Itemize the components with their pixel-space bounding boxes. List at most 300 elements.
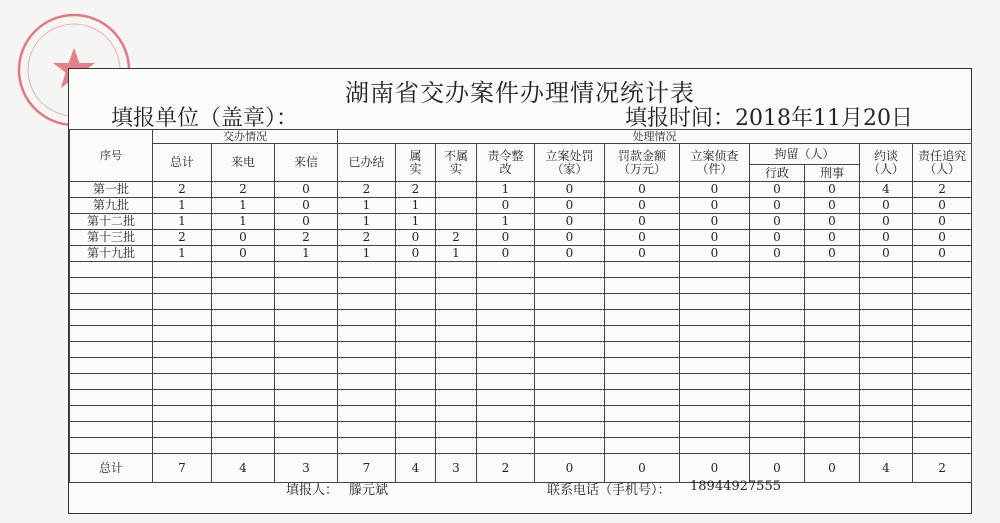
value-cell bbox=[913, 438, 972, 454]
value-cell bbox=[153, 326, 212, 342]
value-cell bbox=[913, 390, 972, 406]
header-calls: 来电 bbox=[212, 144, 275, 182]
totals-cell: 2 bbox=[913, 454, 972, 483]
batch-cell: 第一批 bbox=[70, 182, 153, 198]
value-cell bbox=[680, 278, 750, 294]
header-penalty: 立案处罚 （家） bbox=[535, 144, 605, 182]
value-cell bbox=[275, 342, 338, 358]
totals-cell: 0 bbox=[535, 454, 605, 483]
value-cell bbox=[436, 262, 477, 278]
value-cell bbox=[396, 310, 436, 326]
table-row bbox=[70, 326, 972, 342]
value-cell bbox=[275, 310, 338, 326]
value-cell: 0 bbox=[275, 182, 338, 198]
value-cell: 1 bbox=[153, 198, 212, 214]
value-cell bbox=[535, 326, 605, 342]
value-cell bbox=[477, 262, 535, 278]
value-cell bbox=[680, 294, 750, 310]
value-cell bbox=[396, 342, 436, 358]
value-cell bbox=[436, 278, 477, 294]
value-cell bbox=[605, 390, 680, 406]
value-cell: 1 bbox=[396, 198, 436, 214]
header-assigned-group: 交办情况 bbox=[153, 130, 338, 144]
value-cell bbox=[396, 326, 436, 342]
value-cell bbox=[805, 422, 860, 438]
header-untrue: 不属 实 bbox=[436, 144, 477, 182]
value-cell bbox=[153, 438, 212, 454]
value-cell: 2 bbox=[396, 182, 436, 198]
totals-cell: 4 bbox=[396, 454, 436, 483]
value-cell bbox=[913, 342, 972, 358]
value-cell: 2 bbox=[338, 230, 396, 246]
value-cell: 1 bbox=[396, 214, 436, 230]
value-cell bbox=[913, 374, 972, 390]
value-cell: 2 bbox=[275, 230, 338, 246]
value-cell bbox=[436, 406, 477, 422]
value-cell: 0 bbox=[805, 182, 860, 198]
value-cell: 0 bbox=[805, 230, 860, 246]
value-cell bbox=[750, 374, 805, 390]
table-row bbox=[70, 342, 972, 358]
value-cell bbox=[477, 422, 535, 438]
value-cell bbox=[436, 422, 477, 438]
value-cell bbox=[535, 278, 605, 294]
totals-cell: 0 bbox=[605, 454, 680, 483]
value-cell bbox=[338, 262, 396, 278]
value-cell: 0 bbox=[275, 214, 338, 230]
value-cell: 1 bbox=[477, 182, 535, 198]
value-cell bbox=[605, 406, 680, 422]
value-cell: 0 bbox=[275, 198, 338, 214]
totals-cell: 3 bbox=[275, 454, 338, 483]
reporting-date-label: 填报时间：2018年11月20日 bbox=[625, 106, 913, 131]
totals-cell: 3 bbox=[436, 454, 477, 483]
value-cell bbox=[605, 326, 680, 342]
value-cell: 1 bbox=[338, 214, 396, 230]
value-cell bbox=[212, 262, 275, 278]
value-cell bbox=[805, 262, 860, 278]
value-cell bbox=[396, 374, 436, 390]
value-cell bbox=[535, 406, 605, 422]
value-cell bbox=[680, 390, 750, 406]
value-cell bbox=[750, 422, 805, 438]
value-cell bbox=[477, 358, 535, 374]
value-cell bbox=[680, 342, 750, 358]
table-row bbox=[70, 294, 972, 310]
value-cell bbox=[212, 374, 275, 390]
table-row bbox=[70, 310, 972, 326]
value-cell bbox=[535, 422, 605, 438]
value-cell bbox=[535, 294, 605, 310]
value-cell bbox=[913, 406, 972, 422]
value-cell bbox=[535, 358, 605, 374]
value-cell bbox=[805, 310, 860, 326]
value-cell bbox=[477, 374, 535, 390]
value-cell: 0 bbox=[605, 246, 680, 262]
value-cell bbox=[436, 198, 477, 214]
value-cell: 1 bbox=[153, 214, 212, 230]
value-cell bbox=[275, 278, 338, 294]
value-cell bbox=[680, 422, 750, 438]
header-detain: 拘留（人） bbox=[750, 144, 860, 165]
value-cell bbox=[750, 278, 805, 294]
value-cell: 1 bbox=[338, 246, 396, 262]
value-cell bbox=[860, 326, 913, 342]
value-cell: 0 bbox=[605, 214, 680, 230]
value-cell bbox=[535, 438, 605, 454]
batch-cell: 第九批 bbox=[70, 198, 153, 214]
batch-cell bbox=[70, 438, 153, 454]
value-cell bbox=[805, 358, 860, 374]
value-cell bbox=[396, 262, 436, 278]
value-cell: 0 bbox=[860, 198, 913, 214]
totals-cell: 7 bbox=[153, 454, 212, 483]
value-cell: 0 bbox=[535, 182, 605, 198]
value-cell: 0 bbox=[680, 230, 750, 246]
header-closed: 已办结 bbox=[338, 144, 396, 182]
value-cell bbox=[913, 326, 972, 342]
value-cell bbox=[212, 278, 275, 294]
batch-cell bbox=[70, 294, 153, 310]
value-cell bbox=[153, 374, 212, 390]
value-cell bbox=[338, 310, 396, 326]
value-cell: 1 bbox=[212, 214, 275, 230]
value-cell bbox=[212, 422, 275, 438]
value-cell bbox=[860, 294, 913, 310]
value-cell bbox=[212, 326, 275, 342]
batch-cell bbox=[70, 422, 153, 438]
table-row bbox=[70, 278, 972, 294]
value-cell bbox=[338, 294, 396, 310]
value-cell bbox=[680, 374, 750, 390]
value-cell: 0 bbox=[535, 246, 605, 262]
value-cell bbox=[805, 406, 860, 422]
value-cell bbox=[860, 374, 913, 390]
value-cell bbox=[605, 358, 680, 374]
value-cell bbox=[396, 294, 436, 310]
batch-cell bbox=[70, 262, 153, 278]
value-cell bbox=[436, 294, 477, 310]
value-cell bbox=[275, 262, 338, 278]
statistics-table bbox=[69, 129, 972, 483]
value-cell bbox=[396, 390, 436, 406]
value-cell bbox=[212, 406, 275, 422]
table-row bbox=[70, 422, 972, 438]
value-cell: 2 bbox=[153, 182, 212, 198]
value-cell bbox=[477, 278, 535, 294]
table-row bbox=[70, 198, 972, 214]
value-cell: 0 bbox=[750, 214, 805, 230]
value-cell: 0 bbox=[396, 246, 436, 262]
value-cell bbox=[860, 342, 913, 358]
value-cell bbox=[153, 278, 212, 294]
reporting-unit-label: 填报单位（盖章）： bbox=[111, 106, 299, 131]
value-cell bbox=[275, 406, 338, 422]
value-cell bbox=[605, 262, 680, 278]
value-cell: 1 bbox=[212, 198, 275, 214]
header-handled-group: 处理情况 bbox=[338, 130, 972, 144]
value-cell bbox=[153, 390, 212, 406]
value-cell bbox=[535, 342, 605, 358]
value-cell bbox=[153, 422, 212, 438]
value-cell: 0 bbox=[913, 246, 972, 262]
value-cell bbox=[535, 390, 605, 406]
value-cell: 0 bbox=[605, 198, 680, 214]
value-cell bbox=[860, 406, 913, 422]
header-fine: 罚款金额 （万元） bbox=[605, 144, 680, 182]
value-cell bbox=[913, 262, 972, 278]
value-cell bbox=[477, 294, 535, 310]
value-cell bbox=[535, 310, 605, 326]
value-cell bbox=[338, 326, 396, 342]
batch-cell bbox=[70, 310, 153, 326]
value-cell bbox=[275, 374, 338, 390]
value-cell bbox=[396, 406, 436, 422]
value-cell bbox=[477, 390, 535, 406]
value-cell bbox=[477, 310, 535, 326]
reporter-name: 滕元斌 bbox=[349, 483, 389, 498]
value-cell bbox=[750, 406, 805, 422]
batch-cell bbox=[70, 278, 153, 294]
value-cell: 1 bbox=[436, 246, 477, 262]
table-row bbox=[70, 406, 972, 422]
value-cell bbox=[338, 342, 396, 358]
batch-cell bbox=[70, 406, 153, 422]
table-row bbox=[70, 230, 972, 246]
value-cell bbox=[805, 390, 860, 406]
value-cell: 0 bbox=[860, 246, 913, 262]
value-cell bbox=[750, 326, 805, 342]
value-cell bbox=[338, 438, 396, 454]
value-cell bbox=[153, 342, 212, 358]
form-footer bbox=[69, 473, 971, 503]
totals-cell: 0 bbox=[680, 454, 750, 483]
header-total: 总计 bbox=[153, 144, 212, 182]
value-cell bbox=[805, 342, 860, 358]
value-cell bbox=[153, 294, 212, 310]
value-cell bbox=[338, 278, 396, 294]
value-cell bbox=[535, 262, 605, 278]
value-cell: 0 bbox=[913, 214, 972, 230]
value-cell bbox=[750, 358, 805, 374]
value-cell: 0 bbox=[212, 230, 275, 246]
value-cell: 0 bbox=[477, 230, 535, 246]
value-cell bbox=[913, 278, 972, 294]
header-true: 属 实 bbox=[396, 144, 436, 182]
value-cell bbox=[860, 358, 913, 374]
value-cell: 0 bbox=[805, 214, 860, 230]
value-cell bbox=[436, 438, 477, 454]
value-cell bbox=[860, 422, 913, 438]
value-cell: 0 bbox=[805, 246, 860, 262]
value-cell bbox=[153, 262, 212, 278]
header-letters: 来信 bbox=[275, 144, 338, 182]
contact-label: 联系电话（手机号）： bbox=[547, 483, 671, 498]
value-cell: 4 bbox=[860, 182, 913, 198]
table-row bbox=[70, 438, 972, 454]
value-cell bbox=[275, 294, 338, 310]
value-cell: 2 bbox=[153, 230, 212, 246]
value-cell: 2 bbox=[212, 182, 275, 198]
value-cell: 0 bbox=[477, 246, 535, 262]
value-cell: 0 bbox=[860, 214, 913, 230]
header-row-columns bbox=[70, 144, 972, 165]
totals-cell: 0 bbox=[750, 454, 805, 483]
value-cell bbox=[338, 374, 396, 390]
header-investigation: 立案侦查 （件） bbox=[680, 144, 750, 182]
value-cell bbox=[436, 214, 477, 230]
value-cell: 0 bbox=[680, 182, 750, 198]
value-cell bbox=[680, 326, 750, 342]
value-cell bbox=[396, 278, 436, 294]
value-cell bbox=[153, 310, 212, 326]
batch-cell bbox=[70, 374, 153, 390]
value-cell bbox=[605, 310, 680, 326]
value-cell bbox=[477, 326, 535, 342]
value-cell: 1 bbox=[338, 198, 396, 214]
value-cell: 1 bbox=[477, 214, 535, 230]
value-cell bbox=[605, 422, 680, 438]
value-cell bbox=[212, 342, 275, 358]
value-cell bbox=[338, 422, 396, 438]
value-cell bbox=[338, 406, 396, 422]
value-cell bbox=[338, 390, 396, 406]
value-cell: 0 bbox=[750, 198, 805, 214]
value-cell: 0 bbox=[805, 198, 860, 214]
value-cell bbox=[750, 310, 805, 326]
value-cell bbox=[805, 438, 860, 454]
value-cell bbox=[436, 390, 477, 406]
batch-cell: 第十二批 bbox=[70, 214, 153, 230]
totals-cell: 7 bbox=[338, 454, 396, 483]
header-accountability: 责任追究 （人） bbox=[913, 144, 972, 182]
value-cell bbox=[605, 278, 680, 294]
value-cell bbox=[605, 294, 680, 310]
value-cell bbox=[750, 438, 805, 454]
header-interview: 约谈 （人） bbox=[860, 144, 913, 182]
totals-cell: 0 bbox=[805, 454, 860, 483]
value-cell bbox=[436, 310, 477, 326]
value-cell: 0 bbox=[913, 230, 972, 246]
value-cell bbox=[750, 390, 805, 406]
value-cell bbox=[913, 310, 972, 326]
value-cell bbox=[396, 422, 436, 438]
table-row bbox=[70, 246, 972, 262]
value-cell bbox=[477, 406, 535, 422]
value-cell bbox=[436, 358, 477, 374]
value-cell bbox=[275, 358, 338, 374]
value-cell: 0 bbox=[535, 198, 605, 214]
value-cell: 0 bbox=[605, 230, 680, 246]
value-cell: 0 bbox=[535, 214, 605, 230]
value-cell: 0 bbox=[680, 198, 750, 214]
value-cell bbox=[860, 278, 913, 294]
value-cell: 2 bbox=[913, 182, 972, 198]
table-row bbox=[70, 358, 972, 374]
value-cell bbox=[275, 326, 338, 342]
value-cell: 0 bbox=[396, 230, 436, 246]
value-cell bbox=[436, 326, 477, 342]
statistics-sheet bbox=[68, 68, 972, 514]
totals-cell: 2 bbox=[477, 454, 535, 483]
table-row bbox=[70, 262, 972, 278]
header-admin: 行政 bbox=[750, 165, 805, 182]
value-cell: 0 bbox=[750, 182, 805, 198]
value-cell bbox=[275, 422, 338, 438]
value-cell: 1 bbox=[275, 246, 338, 262]
value-cell: 0 bbox=[750, 246, 805, 262]
value-cell bbox=[153, 406, 212, 422]
value-cell bbox=[750, 294, 805, 310]
value-cell: 2 bbox=[436, 230, 477, 246]
value-cell bbox=[212, 310, 275, 326]
value-cell bbox=[212, 390, 275, 406]
value-cell: 2 bbox=[338, 182, 396, 198]
batch-cell bbox=[70, 326, 153, 342]
value-cell bbox=[436, 374, 477, 390]
value-cell bbox=[913, 294, 972, 310]
value-cell bbox=[805, 374, 860, 390]
value-cell bbox=[805, 326, 860, 342]
value-cell bbox=[680, 262, 750, 278]
table-row bbox=[70, 390, 972, 406]
value-cell bbox=[212, 358, 275, 374]
value-cell bbox=[680, 310, 750, 326]
totals-label: 总计 bbox=[70, 454, 153, 483]
totals-cell: 4 bbox=[860, 454, 913, 483]
value-cell bbox=[860, 390, 913, 406]
totals-cell: 4 bbox=[212, 454, 275, 483]
value-cell: 0 bbox=[212, 246, 275, 262]
value-cell: 0 bbox=[680, 246, 750, 262]
header-seq: 序号 bbox=[70, 130, 153, 182]
header-criminal: 刑事 bbox=[805, 165, 860, 182]
batch-cell: 第十三批 bbox=[70, 230, 153, 246]
value-cell bbox=[212, 294, 275, 310]
value-cell bbox=[750, 342, 805, 358]
value-cell bbox=[153, 358, 212, 374]
value-cell bbox=[750, 262, 805, 278]
value-cell: 0 bbox=[680, 214, 750, 230]
value-cell bbox=[605, 342, 680, 358]
value-cell: 0 bbox=[913, 198, 972, 214]
batch-cell bbox=[70, 342, 153, 358]
value-cell bbox=[212, 438, 275, 454]
value-cell: 0 bbox=[535, 230, 605, 246]
value-cell bbox=[275, 390, 338, 406]
value-cell bbox=[860, 438, 913, 454]
value-cell bbox=[913, 422, 972, 438]
table-row bbox=[70, 182, 972, 198]
value-cell bbox=[680, 358, 750, 374]
value-cell bbox=[860, 310, 913, 326]
batch-cell: 第十九批 bbox=[70, 246, 153, 262]
value-cell: 0 bbox=[750, 230, 805, 246]
value-cell: 1 bbox=[153, 246, 212, 262]
header-rectify: 责令整 改 bbox=[477, 144, 535, 182]
reporter-label: 填报人： bbox=[286, 483, 339, 498]
value-cell bbox=[680, 438, 750, 454]
value-cell bbox=[436, 182, 477, 198]
contact-phone: 18944927555 bbox=[690, 479, 781, 494]
value-cell bbox=[477, 438, 535, 454]
value-cell: 0 bbox=[860, 230, 913, 246]
table-row bbox=[70, 374, 972, 390]
batch-cell bbox=[70, 390, 153, 406]
value-cell bbox=[680, 406, 750, 422]
value-cell bbox=[605, 438, 680, 454]
value-cell bbox=[805, 278, 860, 294]
